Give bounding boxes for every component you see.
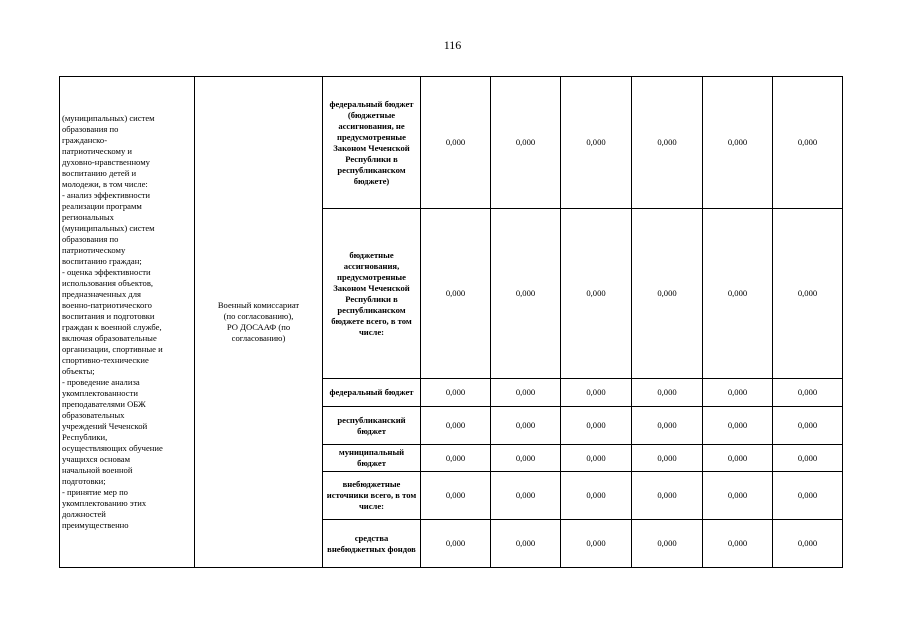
value-cell: 0,000 xyxy=(773,77,843,209)
value-cell: 0,000 xyxy=(561,445,632,472)
value-cell: 0,000 xyxy=(491,407,561,445)
value-cell: 0,000 xyxy=(491,520,561,568)
funding-source-cell: бюджетные ассигнования, предусмотренные Законом Чеченской Республики в республиканском бюджете всего, в том числе: xyxy=(323,209,421,379)
value-cell: 0,000 xyxy=(561,379,632,407)
table-row xyxy=(60,77,843,209)
value-cell: 0,000 xyxy=(491,379,561,407)
funding-source-cell: федеральный бюджет (бюджетные ассигнования, не предусмотренные Законом Чеченской Республики в республиканском бюджете) xyxy=(323,77,421,209)
funding-source-cell: федеральный бюджет xyxy=(323,379,421,407)
value-cell: 0,000 xyxy=(632,209,703,379)
value-cell: 0,000 xyxy=(421,77,491,209)
funding-source-cell: муниципальный бюджет xyxy=(323,445,421,472)
value-cell: 0,000 xyxy=(632,520,703,568)
value-cell: 0,000 xyxy=(561,77,632,209)
value-cell: 0,000 xyxy=(773,407,843,445)
value-cell: 0,000 xyxy=(421,407,491,445)
value-cell: 0,000 xyxy=(632,77,703,209)
value-cell: 0,000 xyxy=(773,445,843,472)
table-body xyxy=(60,77,843,568)
value-cell: 0,000 xyxy=(632,407,703,445)
value-cell: 0,000 xyxy=(773,520,843,568)
value-cell: 0,000 xyxy=(703,209,773,379)
value-cell: 0,000 xyxy=(421,445,491,472)
value-cell: 0,000 xyxy=(703,407,773,445)
value-cell: 0,000 xyxy=(421,472,491,520)
funding-source-cell: средства внебюджетных фондов xyxy=(323,520,421,568)
value-cell: 0,000 xyxy=(491,445,561,472)
measure-description: (муниципальных) систем образования по гражданско- патриотическому и духовно-нравственному воспитанию детей и молодежи, в том числе: - анализ эффективности реализации программ региональных (муниципальных) систем образования по патриотическому воспитанию граждан; - оценка эффективности использования объектов, предназначенных для военно-патриотического воспитания и подготовки граждан к военной службе, включая образовательные организации, спортивные и спортивно-технические объекты; - проведение анализа укомплектованности преподавателями ОБЖ образовательных учреждений Чеченской Республики, осуществляющих обучение учащихся основам начальной военной подготовки; - принятие мер по укомплектованию этих должностей преимущественно xyxy=(60,77,195,568)
value-cell: 0,000 xyxy=(421,209,491,379)
value-cell: 0,000 xyxy=(561,520,632,568)
funding-source-cell: республиканский бюджет xyxy=(323,407,421,445)
value-cell: 0,000 xyxy=(632,445,703,472)
value-cell: 0,000 xyxy=(632,472,703,520)
value-cell: 0,000 xyxy=(703,472,773,520)
budget-table xyxy=(59,76,843,568)
value-cell: 0,000 xyxy=(632,379,703,407)
value-cell: 0,000 xyxy=(421,520,491,568)
value-cell: 0,000 xyxy=(773,379,843,407)
value-cell: 0,000 xyxy=(561,472,632,520)
value-cell: 0,000 xyxy=(773,209,843,379)
executor-cell: Военный комиссариат (по согласованию), РО ДОСААФ (по согласованию) xyxy=(195,77,323,568)
funding-source-cell: внебюджетные источники всего, в том числе: xyxy=(323,472,421,520)
value-cell: 0,000 xyxy=(703,77,773,209)
page-number: 116 xyxy=(443,38,462,52)
value-cell: 0,000 xyxy=(491,472,561,520)
value-cell: 0,000 xyxy=(703,379,773,407)
value-cell: 0,000 xyxy=(703,520,773,568)
value-cell: 0,000 xyxy=(491,77,561,209)
value-cell: 0,000 xyxy=(561,209,632,379)
value-cell: 0,000 xyxy=(703,445,773,472)
value-cell: 0,000 xyxy=(491,209,561,379)
value-cell: 0,000 xyxy=(773,472,843,520)
value-cell: 0,000 xyxy=(561,407,632,445)
value-cell: 0,000 xyxy=(421,379,491,407)
